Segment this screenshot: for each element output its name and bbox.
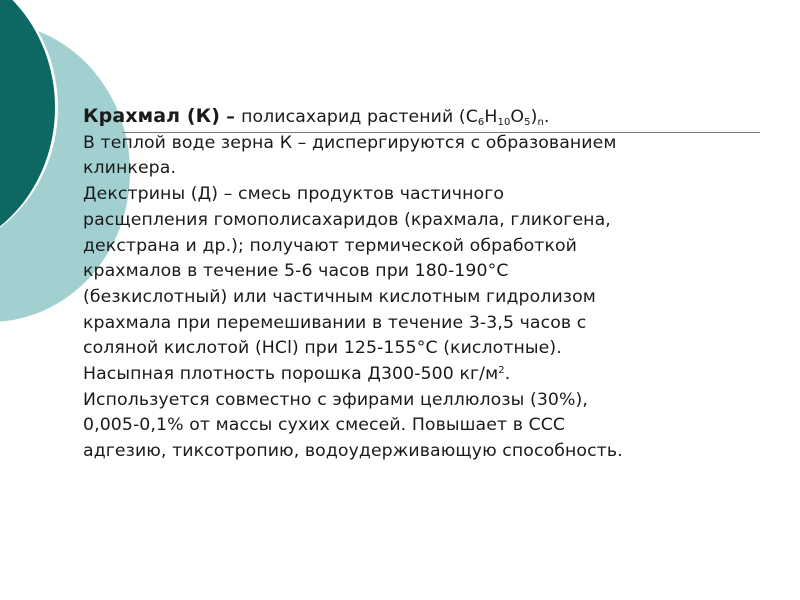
formula-sub-h: 10 [497,117,511,128]
title-term: Крахмал (К) [83,105,221,127]
formula-period: . [543,107,550,127]
title-line [83,104,783,131]
body-line: расщепления гомополисахаридов (крахмала, гликогена, [83,209,611,230]
formula-o: O [510,107,525,127]
density-sup: 2 [498,365,505,377]
body-line: В теплой воде зерна К – диспергируются с образованием [83,132,617,153]
body-line: клинкера. [83,158,177,179]
body-line: соляной кислотой (HCl) при 125-155°С (кислотные). [83,338,562,359]
body-line: крахмалов в течение 5-6 часов при 180-190°С [83,261,509,282]
formula-sub-o: 5 [524,117,531,128]
body-line: адгезию, тиксотропию, водоудерживающую способность. [83,441,623,462]
title-description: полисахарид растений (C [241,107,478,127]
title-dash: – [220,107,242,127]
body-line: (безкислотный) или частичным кислотным гидролизом [83,286,596,307]
density-line [83,362,783,388]
body-line: 0,005-0,1% от массы сухих смесей. Повышает в ССС [83,415,566,436]
body-line: Декстрины (Д) – смесь продуктов частичного [83,184,505,205]
density-text: Насыпная плотность порошка Д300-500 кг/м [83,364,499,385]
body-line: крахмала при перемешивании в течение 3-3,5 часов с [83,312,587,333]
formula-sub-c: 6 [477,117,485,128]
formula-sub-n: n [537,117,544,128]
formula-close: ) [530,107,538,127]
formula-h: H [484,107,498,127]
body-line: декстрана и др.); получают термической обработкой [83,235,578,256]
density-end: . [504,364,511,385]
slide-body [83,104,783,465]
body-line: Используется совместно с эфирами целлюлозы (30%), [83,389,588,410]
